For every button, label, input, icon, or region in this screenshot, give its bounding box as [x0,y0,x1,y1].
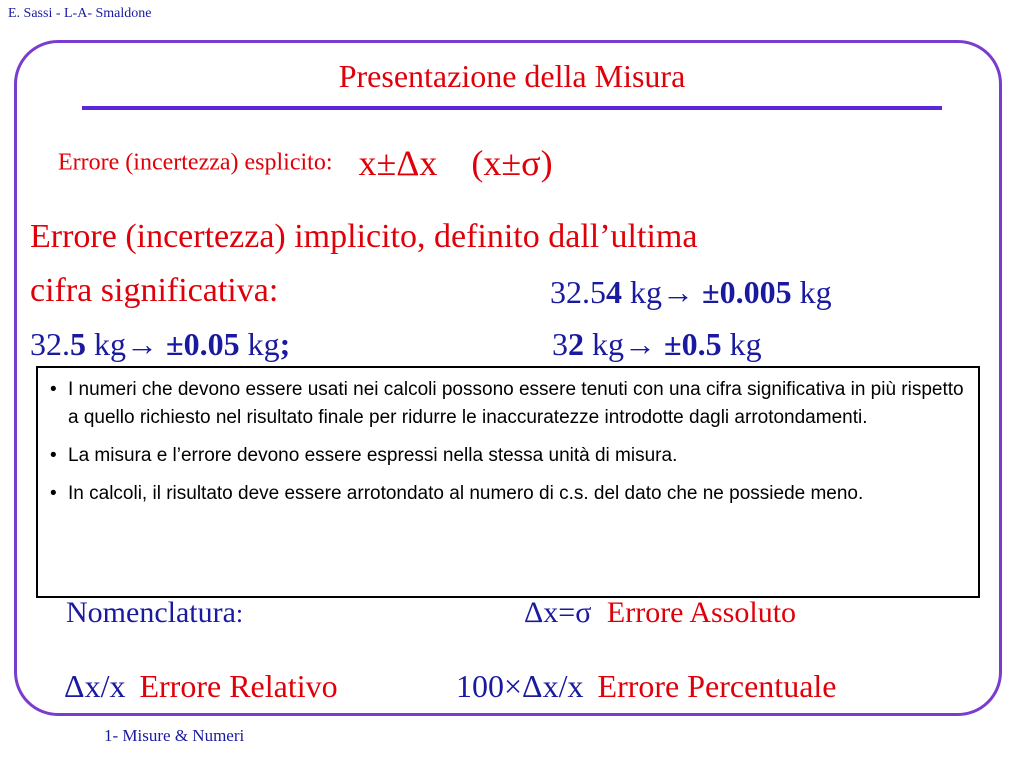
example-digit: 5 [70,326,86,362]
example-2 [30,326,290,363]
note-item: • In calcoli, il risultato deve essere arrotondato al numero di c.s. del dato che ne possiede meno. [50,480,964,508]
percent-error-symbol: 100×Δx/x [456,668,584,704]
implicit-error-line1: Errore (incertezza) implicito, definito dall’ultima [30,218,698,255]
example-value: 32.5 [550,274,606,310]
note-item: • La misura e l’errore devono essere espressi nella stessa unità di misura. [50,442,964,470]
example-unit: kg [592,326,624,362]
example-value: 32. [30,326,70,362]
arrow-icon: → [126,326,158,362]
absolute-error-symbol: Δx=σ [524,596,592,629]
notes-list [38,368,978,508]
implicit-error-line2: cifra significativa: [30,272,279,309]
example-unit: kg [630,274,662,310]
arrow-icon: → [662,274,694,310]
example-error: 0.05 [183,326,240,362]
explicit-error-symbol: x±Δx [358,143,438,183]
example-unit: kg [94,326,126,362]
example-3 [552,326,762,363]
example-1 [550,274,832,311]
example-semicolon: ; [279,326,291,362]
example-digit: 2 [568,326,584,362]
plus-minus-icon: ± [166,326,184,362]
explicit-error-line [58,142,553,184]
explicit-error-label: Errore (incertezza) esplicito: [58,149,333,176]
nomenclature-text: Nomenclatura [66,596,236,629]
plus-minus-icon: ± [664,326,682,362]
note-item: • I numeri che devono essere usati nei calcoli possono essere tenuti con una cifra significativa in più rispetto a quello richiesto nel risultato finale per ridurre le inaccuratezze introdotte dagli arrotondamenti. [50,376,964,432]
example-digit: 4 [606,274,622,310]
notes-box [36,366,980,598]
absolute-error-label: Errore Assoluto [606,596,797,629]
relative-error-symbol: Δx/x [64,668,126,704]
percent-error-label: Errore Percentuale [597,668,837,704]
example-error-unit: kg [729,326,762,362]
example-value: 3 [552,326,568,362]
absolute-error [524,596,796,630]
plus-minus-icon: ± [702,274,720,310]
example-error-unit: kg [247,326,280,362]
slide-title: Presentazione della Misura [338,58,686,94]
author-header: E. Sassi - L-A- Smaldone [8,6,152,21]
nomenclature-colon: : [235,599,244,628]
example-error-unit: kg [799,274,832,310]
relative-error [64,668,338,705]
nomenclature-label [66,596,243,630]
arrow-icon: → [624,326,656,362]
percent-error [456,668,836,705]
example-error: 0.5 [681,326,722,362]
title-underline [82,106,942,110]
footer-section: 1- Misure & Numeri [104,726,245,745]
relative-error-label: Errore Relativo [139,668,338,704]
example-error: 0.005 [719,274,792,310]
explicit-error-sigma-symbol: (x±σ) [471,143,553,183]
